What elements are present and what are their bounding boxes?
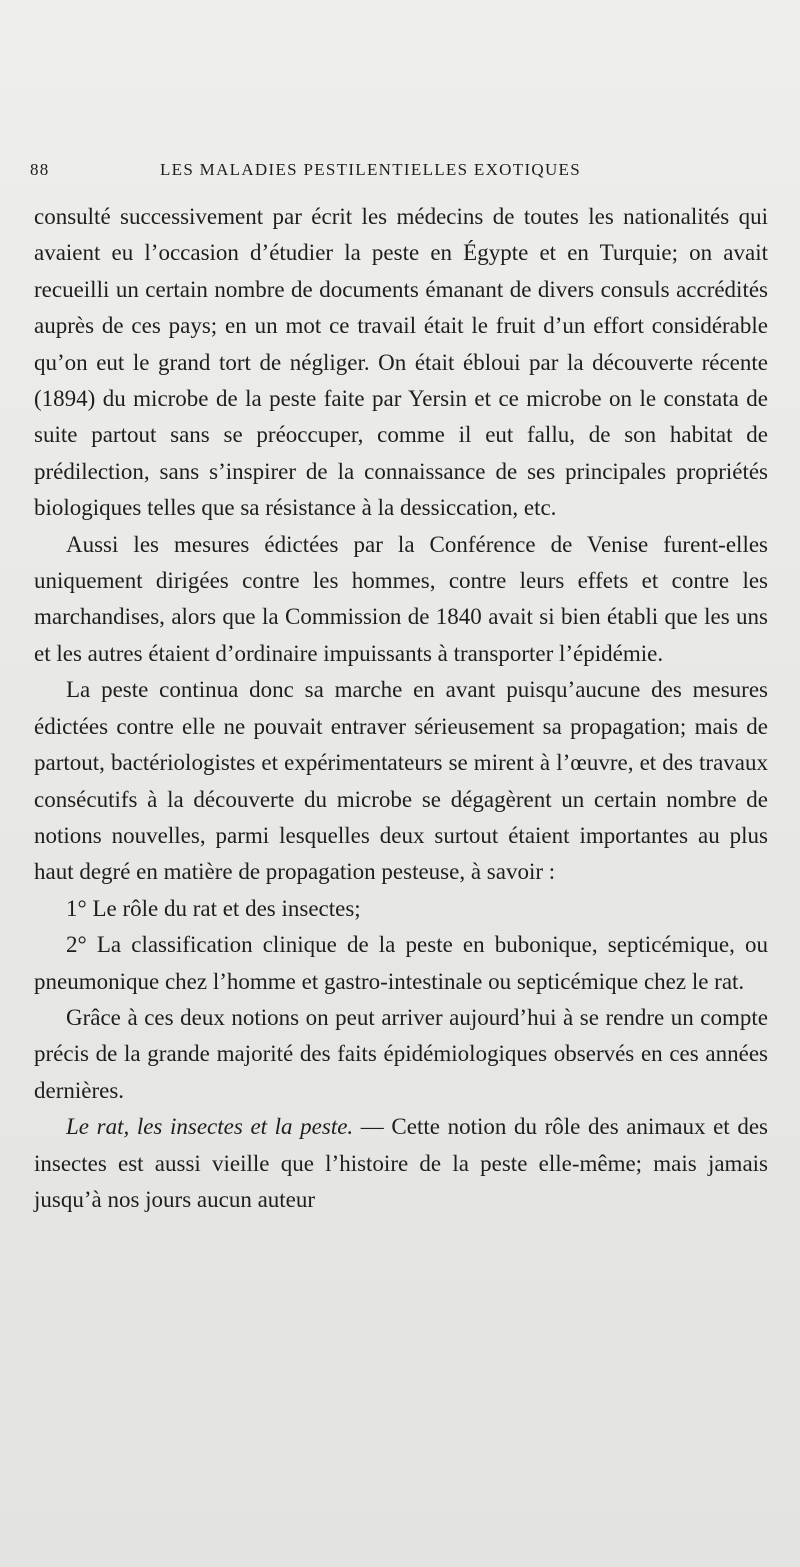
paragraph-venice-measures: Aussi les mesures édictées par la Conférence de Venise furent-elles uniquement dirigées contre les hommes, contre leurs effets et contre les marchandises, alors que la Commission de 1840 avait si bien établi que les uns et les autres étaient d’ordinaire impuissants à transporter l’épidémie. (34, 531, 768, 666)
section-heading: Le rat, les insectes et la peste. (66, 1114, 354, 1140)
running-title: LES MALADIES PESTILENTIELLES EXOTIQUES (160, 160, 582, 179)
paragraph-section-rat (34, 1109, 768, 1218)
section-text: — Cette notion du rôle des animaux et des insectes est aussi vieille que l’histoire de la peste elle-même; mais jamais jusqu’à nos jours aucun auteur (34, 1114, 768, 1212)
page-number: 88 (30, 160, 50, 179)
list-item-rat-insects: 1° Le rôle du rat et des insectes; (66, 895, 361, 921)
paragraph-two-notions: Grâce à ces deux notions on peut arriver aujourd’hui à se rendre un compte précis de la grande majorité des faits épidémiologiques observés en ces années dernières. (34, 1004, 768, 1103)
paragraph-plague-progress: La peste continua donc sa marche en avant puisqu’aucune des mesures édictées contre elle ne pouvait entraver sérieusement sa propagation; mais de partout, bactériologistes et expérimentateurs se mirent à l’œuvre, et des travaux consécutifs à la découverte du microbe se dégagèrent un certain nombre de notions nouvelles, parmi lesquelles deux surtout étaient importantes au plus haut degré en matière de propagation pesteuse, à savoir : (34, 677, 768, 885)
list-item-classification: 2° La classification clinique de la peste en bubonique, septicémique, ou pneumonique chez l’homme et gastro-intestinale ou septicémique chez le rat. (34, 932, 768, 994)
paragraph-continuation: consulté successivement par écrit les médecins de toutes les nationalités qui avaient eu l’occasion d’étudier la peste en Égypte et en Turquie; on avait recueilli un certain nombre de documents émanant de divers consuls accrédités auprès de ces pays; en un mot ce travail était le fruit d’un effort considérable qu’on eut le grand tort de négliger. On était ébloui par la découverte récente (1894) du microbe de la peste faite par Yersin et ce microbe on le constata de suite partout sans se préoccuper, comme il eut fallu, de son habitat de prédilection, sans s’inspirer de la connaissance de ses principales propriétés biologiques telles que sa résistance à la dessiccation, etc. (34, 204, 768, 521)
body-text (34, 199, 768, 1218)
page-header (30, 160, 770, 184)
